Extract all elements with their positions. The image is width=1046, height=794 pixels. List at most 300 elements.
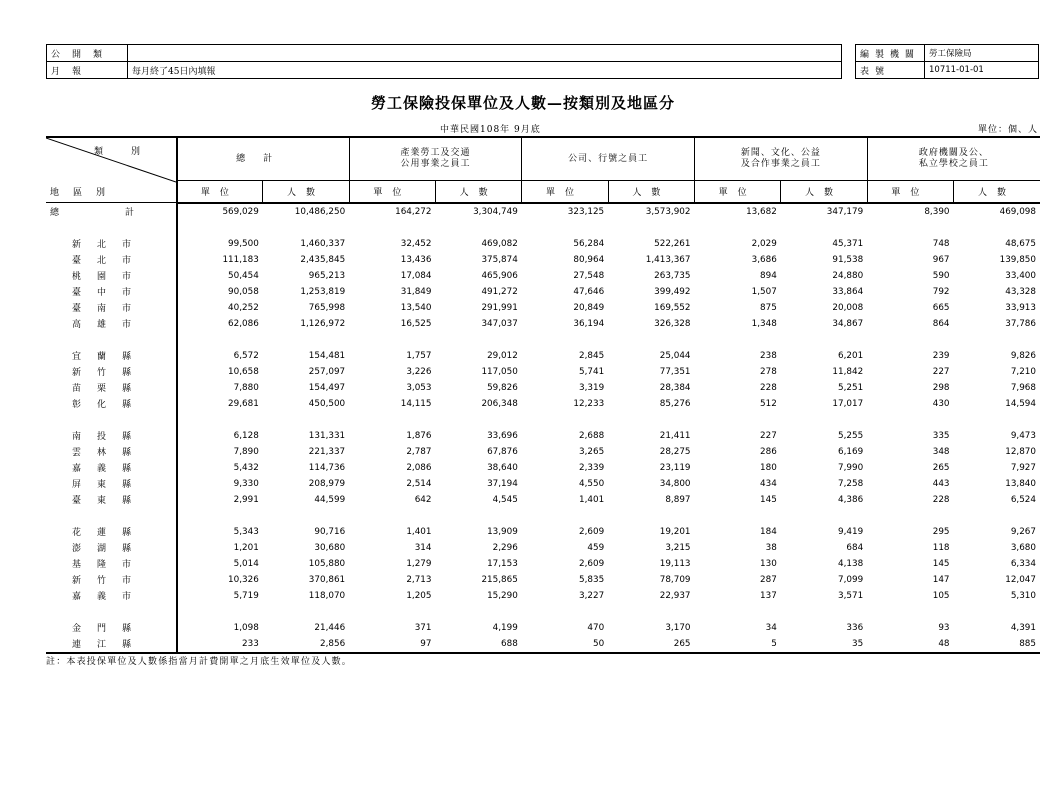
- cell-people-count: 3,573,902: [645, 206, 691, 217]
- cell-unit-count: 459: [587, 542, 605, 553]
- cell-people-count: 2,296: [492, 542, 518, 553]
- cell-unit-count: 2,086: [406, 462, 432, 473]
- cell-unit-count: 233: [177, 636, 263, 653]
- region-name: 新竹縣: [46, 364, 177, 380]
- table-body: [46, 203, 1040, 653]
- region-name: 臺中市: [46, 284, 177, 300]
- unit-label: 單位：個、人: [977, 125, 1038, 135]
- cell-people-count: 90,716: [314, 526, 346, 537]
- sub-header-people: 人數: [263, 181, 349, 203]
- sub-header-unit: 單位: [349, 181, 435, 203]
- cell-unit-count: 2,713: [406, 574, 432, 585]
- cell-unit-count: 1,757: [406, 350, 432, 361]
- cell-unit-count: 20,849: [573, 302, 605, 313]
- cell-people-count: 450,500: [308, 398, 346, 409]
- sub-header-unit: 單位: [695, 181, 781, 203]
- table-number-value: 10711-01-01: [925, 62, 1039, 79]
- cell-unit-count: 145: [760, 494, 777, 505]
- cell-unit-count: 590: [932, 270, 950, 281]
- cell-people-count: 765,998: [308, 302, 346, 313]
- cell-unit-count: 5,432: [233, 462, 259, 473]
- cell-people-count: 33,696: [487, 430, 518, 441]
- cell-unit-count: 371: [414, 622, 432, 633]
- report-meta-right: [855, 44, 1039, 79]
- cell-unit-count: 7,890: [233, 446, 259, 457]
- cell-unit-count: 130: [760, 558, 777, 569]
- cell-people-count: 154,497: [308, 382, 346, 393]
- spacer-row: [46, 220, 1040, 236]
- report-meta-left: [46, 44, 842, 79]
- cell-people-count: 77,351: [659, 366, 691, 377]
- cell-unit-count: 443: [932, 478, 950, 489]
- sub-header-unit: 單位: [522, 181, 608, 203]
- cell-unit-count: 4,550: [578, 478, 605, 489]
- statistics-table: [46, 136, 1040, 654]
- cell-unit-count: 14,115: [400, 398, 432, 409]
- cell-people-count: 4,391: [1010, 622, 1036, 633]
- table-row: [46, 300, 1040, 316]
- cell-unit-count: 17,084: [400, 270, 432, 281]
- cell-unit-count: 16,525: [400, 318, 432, 329]
- cell-unit-count: 5: [695, 636, 781, 653]
- region-name: 嘉義市: [46, 588, 177, 604]
- agency-label: 編製機關: [856, 45, 925, 62]
- cell-unit-count: 164,272: [395, 206, 432, 217]
- cell-unit-count: 323,125: [567, 206, 605, 217]
- cell-unit-count: 13,540: [400, 302, 432, 313]
- cell-unit-count: 38: [765, 542, 777, 553]
- cell-unit-count: 2,609: [578, 558, 605, 569]
- cell-unit-count: 50,454: [228, 270, 259, 281]
- cell-unit-count: 5,343: [233, 526, 259, 537]
- cell-unit-count: 32,452: [400, 238, 432, 249]
- cell-people-count: 469,082: [481, 238, 518, 249]
- cell-people-count: 85,276: [659, 398, 691, 409]
- cell-people-count: 6,524: [1010, 494, 1036, 505]
- cell-people-count: 399,492: [654, 286, 691, 297]
- cell-people-count: 169,552: [654, 302, 691, 313]
- cell-unit-count: 118: [932, 542, 950, 553]
- cell-unit-count: 29,681: [228, 398, 259, 409]
- corner-region-label: 地區別: [50, 188, 120, 198]
- cell-people-count: 19,113: [659, 558, 691, 569]
- spacer-cell: [46, 332, 177, 348]
- spacer-cell: [177, 332, 1041, 348]
- cell-people-count: 347,179: [826, 206, 864, 217]
- cell-people-count: 8,897: [665, 494, 691, 505]
- page-title: 勞工保險投保單位及人數—按類別及地區分: [370, 94, 675, 112]
- cell-people-count: 117,050: [481, 366, 518, 377]
- table-row: [46, 620, 1040, 636]
- cell-people-count: 6,169: [838, 446, 864, 457]
- region-name: 新竹市: [46, 572, 177, 588]
- cell-unit-count: 228: [932, 494, 950, 505]
- cell-unit-count: 12,233: [573, 398, 605, 409]
- cell-unit-count: 642: [414, 494, 432, 505]
- table-row: [46, 636, 1040, 653]
- region-name: 臺南市: [46, 300, 177, 316]
- cell-people-count: 33,864: [832, 286, 864, 297]
- cell-unit-count: 48: [867, 636, 953, 653]
- cell-unit-count: 348: [932, 446, 950, 457]
- cell-unit-count: 137: [760, 590, 777, 601]
- cell-people-count: 38,640: [487, 462, 518, 473]
- cell-unit-count: 1,279: [406, 558, 432, 569]
- publicity-value: [128, 45, 842, 62]
- table-row: [46, 588, 1040, 604]
- sub-header-unit: 單位: [177, 181, 263, 203]
- cell-unit-count: 105: [932, 590, 950, 601]
- table-row: [46, 460, 1040, 476]
- cell-unit-count: 2,787: [406, 446, 432, 457]
- cell-people-count: 684: [846, 542, 864, 553]
- table-row: [46, 444, 1040, 460]
- cell-unit-count: 50: [522, 636, 608, 653]
- group-header-media: 新聞、文化、公益 及合作事業之員工: [695, 137, 868, 181]
- cell-unit-count: 99,500: [228, 238, 259, 249]
- cell-people-count: 28,275: [659, 446, 691, 457]
- table-row: [46, 316, 1040, 332]
- publicity-label: 公開類: [47, 45, 128, 62]
- cell-unit-count: 7,880: [233, 382, 259, 393]
- cell-people-count: 7,968: [1010, 382, 1036, 393]
- spacer-row: [46, 604, 1040, 620]
- report-period: 中華民國108年 9月底: [440, 125, 541, 135]
- cell-unit-count: 2,845: [578, 350, 605, 361]
- table-row: [46, 396, 1040, 412]
- cell-people-count: 37,786: [1005, 318, 1036, 329]
- cell-people-count: 34,800: [659, 478, 691, 489]
- cell-unit-count: 287: [760, 574, 777, 585]
- cell-unit-count: 147: [932, 574, 950, 585]
- cell-people-count: 131,331: [308, 430, 346, 441]
- cell-people-count: 37,194: [487, 478, 518, 489]
- sub-header-people: 人數: [608, 181, 694, 203]
- cell-unit-count: 180: [760, 462, 777, 473]
- cell-people-count: 24,880: [832, 270, 864, 281]
- cell-people-count: 347,037: [481, 318, 518, 329]
- cell-people-count: 12,870: [1005, 446, 1036, 457]
- cell-people-count: 17,017: [832, 398, 864, 409]
- cell-people-count: 5,310: [1010, 590, 1036, 601]
- cell-people-count: 1,126,972: [300, 318, 346, 329]
- cell-people-count: 91,538: [832, 254, 864, 265]
- cell-people-count: 215,865: [481, 574, 518, 585]
- cell-unit-count: 145: [932, 558, 950, 569]
- region-name: 南投縣: [46, 428, 177, 444]
- cell-people-count: 15,290: [487, 590, 518, 601]
- region-name: 花蓮縣: [46, 524, 177, 540]
- cell-people-count: 28,384: [659, 382, 691, 393]
- cell-people-count: 114,736: [308, 462, 346, 473]
- cell-unit-count: 748: [932, 238, 950, 249]
- region-name: 屏東縣: [46, 476, 177, 492]
- cell-people-count: 326,328: [654, 318, 691, 329]
- cell-unit-count: 56,284: [573, 238, 605, 249]
- region-name: 連江縣: [46, 636, 177, 653]
- cell-people-count: 7,990: [838, 462, 864, 473]
- cell-unit-count: 3,319: [578, 382, 605, 393]
- cell-unit-count: 2,688: [578, 430, 605, 441]
- footnote: 註：本表投保單位及人數係指當月計費開單之月底生效單位及人數。: [46, 657, 353, 667]
- sub-header-people: 人數: [436, 181, 522, 203]
- cell-people-count: 491,272: [481, 286, 518, 297]
- cell-unit-count: 1,401: [406, 526, 432, 537]
- cell-people-count: 522,261: [654, 238, 691, 249]
- cell-unit-count: 2,514: [406, 478, 432, 489]
- table-row: [46, 348, 1040, 364]
- cell-people-count: 29,012: [487, 350, 518, 361]
- cell-people-count: 2,435,845: [300, 254, 346, 265]
- cell-people-count: 257,097: [308, 366, 346, 377]
- cell-people-count: 4,386: [838, 494, 864, 505]
- cell-people-count: 7,258: [838, 478, 864, 489]
- cell-unit-count: 93: [938, 622, 950, 633]
- cell-unit-count: 1,205: [406, 590, 432, 601]
- table-row: [46, 492, 1040, 508]
- cell-unit-count: 1,098: [233, 622, 259, 633]
- cell-unit-count: 430: [932, 398, 950, 409]
- spacer-cell: [46, 508, 177, 524]
- cell-unit-count: 3,265: [578, 446, 605, 457]
- cell-unit-count: 792: [932, 286, 950, 297]
- table-row: [46, 268, 1040, 284]
- cell-people-count: 33,400: [1005, 270, 1036, 281]
- spacer-cell: [46, 604, 177, 620]
- cell-people-count: 688: [436, 636, 522, 653]
- cell-unit-count: 2,339: [578, 462, 605, 473]
- cell-people-count: 965,213: [308, 270, 346, 281]
- spacer-cell: [46, 220, 177, 236]
- cell-people-count: 44,599: [314, 494, 346, 505]
- cell-people-count: 118,070: [308, 590, 346, 601]
- cell-unit-count: 434: [760, 478, 777, 489]
- cell-unit-count: 295: [932, 526, 950, 537]
- region-name: 總計: [46, 203, 177, 220]
- cell-unit-count: 5,741: [578, 366, 605, 377]
- cell-people-count: 1,460,337: [300, 238, 346, 249]
- cell-unit-count: 665: [932, 302, 950, 313]
- cell-unit-count: 10,658: [228, 366, 259, 377]
- cell-unit-count: 13,436: [400, 254, 432, 265]
- cell-people-count: 9,267: [1010, 526, 1036, 537]
- table-number-label: 表號: [856, 62, 925, 79]
- cell-unit-count: 227: [760, 430, 777, 441]
- cell-unit-count: 1,201: [233, 542, 259, 553]
- cell-people-count: 1,253,819: [300, 286, 346, 297]
- cell-unit-count: 47,646: [573, 286, 605, 297]
- cell-people-count: 59,826: [487, 382, 518, 393]
- cell-unit-count: 227: [932, 366, 950, 377]
- cell-people-count: 291,991: [481, 302, 518, 313]
- spacer-row: [46, 508, 1040, 524]
- cell-people-count: 336: [846, 622, 864, 633]
- sub-header-people: 人數: [781, 181, 867, 203]
- cell-people-count: 7,927: [1010, 462, 1036, 473]
- table-row: [46, 203, 1040, 220]
- cell-people-count: 221,337: [308, 446, 346, 457]
- cell-unit-count: 40,252: [228, 302, 259, 313]
- cell-unit-count: 111,183: [222, 254, 259, 265]
- cell-unit-count: 9,330: [233, 478, 259, 489]
- cell-unit-count: 238: [760, 350, 777, 361]
- cell-unit-count: 470: [587, 622, 605, 633]
- group-header-government: 政府機關及公、 私立學校之員工: [867, 137, 1040, 181]
- group-header-total: 總計: [177, 137, 350, 181]
- cell-unit-count: 90,058: [228, 286, 259, 297]
- cell-people-count: 23,119: [659, 462, 691, 473]
- cell-people-count: 17,153: [487, 558, 518, 569]
- cell-unit-count: 335: [932, 430, 950, 441]
- cell-unit-count: 265: [932, 462, 950, 473]
- cell-people-count: 21,411: [659, 430, 691, 441]
- cell-unit-count: 875: [760, 302, 777, 313]
- region-name: 彰化縣: [46, 396, 177, 412]
- cell-people-count: 10,486,250: [294, 206, 346, 217]
- region-name: 苗栗縣: [46, 380, 177, 396]
- cell-unit-count: 314: [414, 542, 432, 553]
- cell-people-count: 9,473: [1010, 430, 1036, 441]
- cell-people-count: 265: [608, 636, 694, 653]
- region-name: 桃園市: [46, 268, 177, 284]
- table-row: [46, 556, 1040, 572]
- spacer-cell: [177, 220, 1041, 236]
- cell-people-count: 3,304,749: [473, 206, 518, 217]
- region-name: 新北市: [46, 236, 177, 252]
- cell-unit-count: 864: [932, 318, 950, 329]
- cell-people-count: 208,979: [308, 478, 346, 489]
- table-row: [46, 428, 1040, 444]
- spacer-cell: [46, 412, 177, 428]
- cell-people-count: 4,545: [492, 494, 518, 505]
- cell-unit-count: 13,682: [746, 206, 777, 217]
- cell-unit-count: 10,326: [228, 574, 259, 585]
- cell-people-count: 9,419: [838, 526, 864, 537]
- region-name: 雲林縣: [46, 444, 177, 460]
- cell-people-count: 105,880: [308, 558, 346, 569]
- cell-people-count: 43,328: [1005, 286, 1036, 297]
- cell-unit-count: 31,849: [400, 286, 432, 297]
- table-row: [46, 572, 1040, 588]
- cell-unit-count: 3,686: [751, 254, 777, 265]
- cell-unit-count: 569,029: [222, 206, 259, 217]
- cell-unit-count: 1,876: [406, 430, 432, 441]
- cell-unit-count: 278: [760, 366, 777, 377]
- cell-people-count: 6,201: [838, 350, 864, 361]
- cell-people-count: 13,909: [487, 526, 518, 537]
- cell-people-count: 5,255: [838, 430, 864, 441]
- cell-people-count: 469,098: [999, 206, 1036, 217]
- cell-unit-count: 5,014: [233, 558, 259, 569]
- cell-unit-count: 1,401: [578, 494, 605, 505]
- table-row: [46, 284, 1040, 300]
- cell-people-count: 12,047: [1005, 574, 1036, 585]
- cell-unit-count: 3,227: [578, 590, 605, 601]
- cell-unit-count: 5,835: [578, 574, 605, 585]
- cell-people-count: 33,913: [1005, 302, 1036, 313]
- frequency-value: 每月終了45日內填報: [128, 62, 842, 79]
- cell-people-count: 19,201: [659, 526, 691, 537]
- cell-people-count: 139,850: [999, 254, 1036, 265]
- region-name: 金門縣: [46, 620, 177, 636]
- cell-unit-count: 298: [932, 382, 950, 393]
- cell-unit-count: 80,964: [573, 254, 605, 265]
- cell-unit-count: 1,507: [751, 286, 777, 297]
- table-row: [46, 524, 1040, 540]
- cell-people-count: 885: [954, 636, 1040, 653]
- table-row: [46, 364, 1040, 380]
- table-row: [46, 540, 1040, 556]
- table-row: [46, 236, 1040, 252]
- region-name: 嘉義縣: [46, 460, 177, 476]
- cell-people-count: 35: [781, 636, 867, 653]
- cell-unit-count: 36,194: [573, 318, 605, 329]
- spacer-cell: [177, 412, 1041, 428]
- cell-unit-count: 228: [760, 382, 777, 393]
- cell-unit-count: 27,548: [573, 270, 605, 281]
- region-name: 澎湖縣: [46, 540, 177, 556]
- cell-people-count: 9,826: [1010, 350, 1036, 361]
- cell-unit-count: 1,348: [751, 318, 777, 329]
- agency-value: 勞工保險局: [925, 45, 1039, 62]
- cell-people-count: 67,876: [487, 446, 518, 457]
- group-header-company: 公司、行號之員工: [522, 137, 695, 181]
- header-corner: [46, 137, 177, 203]
- cell-people-count: 30,680: [314, 542, 346, 553]
- spacer-row: [46, 412, 1040, 428]
- cell-people-count: 21,446: [314, 622, 346, 633]
- cell-unit-count: 3,226: [406, 366, 432, 377]
- cell-people-count: 20,008: [832, 302, 864, 313]
- cell-people-count: 3,215: [665, 542, 691, 553]
- cell-people-count: 263,735: [654, 270, 691, 281]
- region-name: 基隆市: [46, 556, 177, 572]
- cell-people-count: 2,856: [263, 636, 349, 653]
- region-name: 高雄市: [46, 316, 177, 332]
- cell-people-count: 3,571: [838, 590, 864, 601]
- cell-people-count: 375,874: [481, 254, 518, 265]
- group-header-industry: 產業勞工及交通 公用事業之員工: [349, 137, 522, 181]
- cell-unit-count: 239: [932, 350, 950, 361]
- cell-people-count: 4,138: [838, 558, 864, 569]
- cell-people-count: 48,675: [1005, 238, 1036, 249]
- cell-unit-count: 2,029: [751, 238, 777, 249]
- table-row: [46, 252, 1040, 268]
- cell-unit-count: 286: [760, 446, 777, 457]
- cell-people-count: 45,371: [832, 238, 864, 249]
- cell-unit-count: 894: [760, 270, 777, 281]
- cell-people-count: 7,099: [838, 574, 864, 585]
- corner-category-label: 類別: [93, 147, 168, 157]
- cell-people-count: 7,210: [1010, 366, 1036, 377]
- cell-unit-count: 512: [760, 398, 777, 409]
- cell-unit-count: 97: [349, 636, 435, 653]
- cell-unit-count: 184: [760, 526, 777, 537]
- cell-unit-count: 2,991: [233, 494, 259, 505]
- cell-unit-count: 6,572: [233, 350, 259, 361]
- spacer-row: [46, 332, 1040, 348]
- spacer-cell: [177, 508, 1041, 524]
- cell-people-count: 154,481: [308, 350, 346, 361]
- cell-people-count: 3,680: [1010, 542, 1036, 553]
- cell-people-count: 11,842: [832, 366, 864, 377]
- cell-people-count: 3,170: [665, 622, 691, 633]
- cell-people-count: 13,840: [1005, 478, 1036, 489]
- cell-unit-count: 6,128: [233, 430, 259, 441]
- cell-people-count: 78,709: [659, 574, 691, 585]
- cell-people-count: 1,413,367: [645, 254, 691, 265]
- cell-unit-count: 34: [765, 622, 777, 633]
